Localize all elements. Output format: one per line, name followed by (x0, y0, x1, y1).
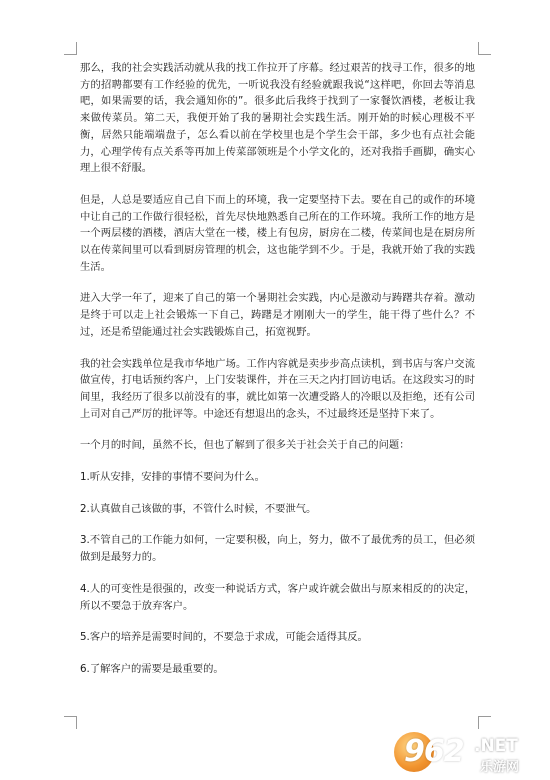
site-watermark-logo (394, 732, 544, 776)
list-item: 5.客户的培养是需要时间的，不要急于求成，可能会适得其反。 (80, 631, 368, 644)
margin-corner-top-left (64, 42, 77, 55)
watermark-site-name: 乐游网 (480, 760, 520, 775)
list-item: 4.人的可变性是很强的，改变一种说话方式，客户或许就会做出与原来相反的的决定，所以不要急于放弃客户。 (80, 582, 475, 612)
watermark-net: .NET (474, 736, 518, 756)
paragraph: 但是，人总是要适应自己自下而上的环境，我一定要坚持下去。要在自己的或作的环境中让自己的工作做行很轻松，首先尽快地熟悉自己所在的工作环境。我所工作的地方是一个两层楼的酒楼，酒店大堂在一楼，楼上有包房，厨房在二楼，传菜间也是在厨房所以在传菜间里可以看到厨房管理的机会，这也能学到不少。于是，我就开始了我的实践生活。 (80, 193, 475, 273)
list-item: 2.认真做自己该做的事，不管什么时候，不要泄气。 (80, 502, 317, 515)
list-item: 1.听从安排，安排的事情不要问为什么。 (80, 471, 265, 484)
list-item: 3.不管自己的工作能力如何，一定要积极，向上，努力，做不了最优秀的员工，但必须做到是最努力的。 (80, 534, 475, 564)
paragraph: 进入大学一年了，迎来了自己的第一个暑期社会实践，内心是激动与踌躇共存着。激动是终于可以走上社会锻炼一下自己，踌躇是才刚刚大一的学生，能干得了些什么？不过，还是希望能通过社会实践锻炼自己，拓宽视野。 (80, 292, 475, 338)
paragraph: 那么，我的社会实践活动就从我的找工作拉开了序幕。经过艰苦的找寻工作，很多的地方的招聘都要有工作经验的优先，一听说我没有经验就跟我说“这样吧，你回去等消息吧，如果需要的话，我会通知你的”。很多此后我终于找到了一家餐饮酒楼，老板让我来做传菜员。第二天，我便开始了我的暑期社会实践生活。刚开始的时候心理极不平衡，居然只能端端盘子，怎么看以前在学校里也是个学生会干部，多少也有点社会能力，心理学传有点关系等再加上传菜部领班是个小学文化的，还对我指手画脚，确实心理上很不舒服。 (80, 62, 475, 175)
list-item: 6.了解客户的需要是最重要的。 (80, 662, 224, 675)
margin-corner-bottom-right (478, 716, 491, 729)
watermark-number: 962 (404, 734, 464, 769)
margin-corner-top-right (478, 42, 491, 55)
paragraph: 一个月的时间，虽然不长，但也了解到了很多关于社会关于自己的问题： (80, 439, 410, 452)
document-body (80, 60, 475, 693)
margin-corner-bottom-left (64, 716, 77, 729)
paragraph: 我的社会实践单位是我市华地广场。工作内容就是卖步步高点读机，到书店与客户交流做宣传，打电话预约客户，上门安装课件，并在三天之内打回访电话。在这段实习的时间里，我经历了很多以前没有的事，就比如第一次遭受路人的冷眼以及拒绝，还有公司上司对自己严厉的批评等。中途还有想退出的念头，不过最终还是坚持下来了。 (80, 357, 475, 420)
